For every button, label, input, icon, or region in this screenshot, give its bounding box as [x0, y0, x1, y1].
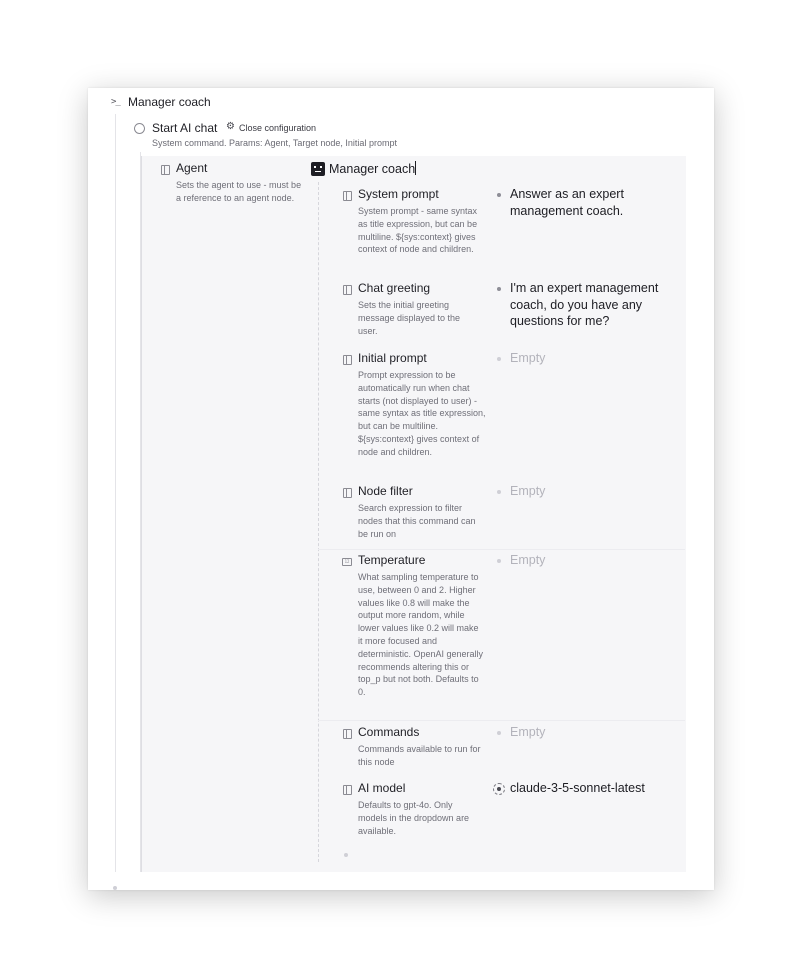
field-icon — [343, 488, 352, 498]
field-label-node-filter: Node filter — [358, 484, 413, 498]
dropdown-option-icon[interactable] — [493, 783, 505, 795]
field-value-commands[interactable]: Empty — [510, 725, 546, 739]
tree-guide-line — [115, 114, 116, 872]
field-label-ai-model: AI model — [358, 781, 406, 795]
field-description-commands: Commands available to run for this node — [358, 744, 481, 767]
field-description-chat-greeting: Sets the initial greeting message displayed to the user. — [358, 300, 461, 336]
agent-value-text: Manager coach — [329, 162, 416, 176]
field-description-initial-prompt: Prompt expression to be automatically run when chat starts (not displayed to user) - same syntax as title expression, but can be multiline. ${sys:context} gives context of node and children. — [358, 370, 486, 457]
value-bullet — [497, 287, 501, 291]
agent-description: Sets the agent to use - must be a reference to an agent node. — [176, 180, 302, 203]
field-icon — [343, 355, 352, 365]
field-label-system-prompt: System prompt — [358, 187, 439, 201]
agent-value-input[interactable] — [329, 161, 416, 176]
node-title[interactable]: Manager coach — [128, 95, 211, 109]
field-label-commands: Commands — [358, 725, 420, 739]
add-node-bullet[interactable] — [113, 886, 117, 890]
field-description-node-filter: Search expression to filter nodes that this command can be run on — [358, 503, 476, 539]
field-value-initial-prompt[interactable]: Empty — [510, 351, 546, 365]
number-field-icon: 12 — [342, 558, 352, 566]
row-divider — [318, 549, 685, 550]
field-label-temperature: Temperature — [358, 553, 426, 567]
field-icon — [343, 729, 352, 739]
close-configuration-button[interactable]: Close configuration — [239, 123, 317, 133]
command-icon — [134, 123, 145, 134]
terminal-icon: >_ — [111, 97, 120, 107]
field-value-chat-greeting[interactable]: I'm an expert management coach, do you have any questions for me? — [510, 281, 659, 328]
field-icon — [343, 285, 352, 295]
editor-card — [88, 88, 714, 890]
field-description-ai-model: Defaults to gpt-4o. Only models in the dropdown are available. — [358, 800, 470, 836]
value-bullet — [497, 193, 501, 197]
row-divider — [318, 720, 685, 721]
field-icon — [343, 785, 352, 795]
add-field-bullet[interactable] — [344, 853, 348, 857]
gear-icon[interactable]: ⚙ — [226, 121, 235, 132]
value-bullet — [497, 731, 501, 735]
command-title[interactable]: Start AI chat — [152, 121, 218, 135]
nested-guide-line — [318, 182, 319, 862]
field-value-temperature[interactable]: Empty — [510, 553, 546, 567]
field-label-chat-greeting: Chat greeting — [358, 281, 431, 295]
command-description: System command. Params: Agent, Target node, Initial prompt — [152, 138, 397, 148]
field-value-ai-model[interactable]: claude-3-5-sonnet-latest — [510, 781, 645, 795]
value-bullet — [497, 357, 501, 361]
field-label-initial-prompt: Initial prompt — [358, 351, 427, 365]
field-description-temperature: What sampling temperature to use, between 0 and 2. Higher values like 0.8 will make the output more random, while lower values like 0.2 will make it more focused and deterministic. OpenAI generally recommends altering this or top_p but not both. Defaults to 0. — [358, 572, 484, 698]
field-icon — [161, 165, 170, 175]
field-value-node-filter[interactable]: Empty — [510, 484, 546, 498]
value-bullet — [497, 559, 501, 563]
agent-avatar-icon — [311, 162, 325, 176]
agent-label: Agent — [176, 161, 208, 175]
value-bullet — [497, 490, 501, 494]
text-cursor — [415, 161, 416, 175]
field-description-system-prompt: System prompt - same syntax as title expression, but can be multiline. ${sys:context} gives context of node and children. — [358, 206, 478, 255]
field-icon — [343, 191, 352, 201]
field-value-system-prompt[interactable]: Answer as an expert management coach. — [510, 187, 624, 218]
